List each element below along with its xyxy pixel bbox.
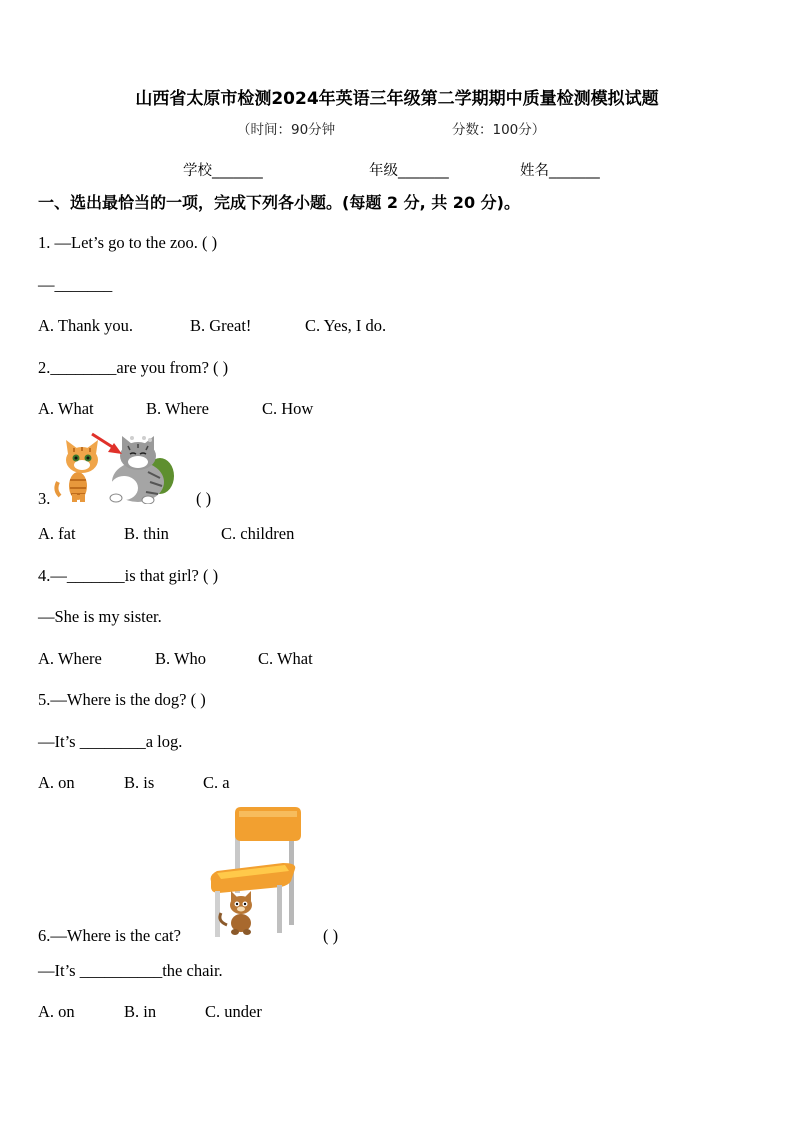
question-5-option-b: B. is bbox=[124, 773, 155, 792]
question-6-answer: —It’s __________the chair. bbox=[38, 961, 223, 980]
cat-under-chair-icon bbox=[220, 891, 252, 935]
section-heading: 一、选出最恰当的一项，完成下列各小题。(每题 2 分, 共 20 分)。 bbox=[38, 193, 520, 212]
question-2-option-b: B. Where bbox=[146, 399, 209, 418]
question-1-option-b: B. Great! bbox=[190, 316, 252, 335]
chair-illustration bbox=[205, 805, 305, 940]
question-6-option-b: B. in bbox=[124, 1002, 157, 1021]
question-1-answer-line: —_______ bbox=[38, 275, 113, 294]
question-5-stem: 5.—Where is the dog? ( ) bbox=[38, 690, 206, 709]
fat-cat-icon bbox=[110, 436, 164, 504]
question-5-option-c: C. a bbox=[203, 773, 230, 792]
exam-score: 分数：100分） bbox=[452, 122, 546, 138]
question-2-option-a: A. What bbox=[38, 399, 94, 418]
question-4-stem: 4.—_______is that girl? ( ) bbox=[38, 566, 219, 585]
question-6-option-c: C. under bbox=[205, 1002, 262, 1021]
question-4-answer: —She is my sister. bbox=[38, 607, 162, 626]
question-3-option-b: B. thin bbox=[124, 524, 169, 543]
question-3-option-c: C. children bbox=[221, 524, 295, 543]
question-3-bracket: ( ) bbox=[196, 489, 212, 508]
question-3-option-a: A. fat bbox=[38, 524, 76, 543]
question-1-option-a: A. Thank you. bbox=[38, 316, 134, 335]
question-1-option-c: C. Yes, I do. bbox=[305, 316, 387, 335]
question-1-stem: 1. —Let’s go to the zoo. ( ) bbox=[38, 233, 218, 252]
question-3-number: 3. bbox=[38, 489, 51, 508]
school-field: 学校_______ bbox=[183, 163, 263, 179]
question-2-stem: 2.________are you from? ( ) bbox=[38, 358, 229, 377]
question-5-answer: —It’s ________a log. bbox=[38, 732, 183, 751]
page-title: 山西省太原市检测2024年英语三年级第二学期期中质量检测模拟试题 bbox=[135, 89, 659, 109]
question-2-option-c: C. How bbox=[262, 399, 314, 418]
question-6-bracket: ( ) bbox=[323, 926, 339, 945]
exam-time: （时间：90分钟 bbox=[237, 122, 336, 138]
grade-field: 年级_______ bbox=[369, 163, 449, 179]
chair-icon bbox=[211, 807, 301, 937]
question-6-option-a: A. on bbox=[38, 1002, 75, 1021]
question-5-option-a: A. on bbox=[38, 773, 75, 792]
question-6-stem: 6.—Where is the cat? bbox=[38, 926, 181, 945]
thin-cat-icon bbox=[56, 440, 98, 502]
cats-illustration bbox=[52, 432, 180, 504]
question-4-option-b: B. Who bbox=[155, 649, 207, 668]
question-4-option-c: C. What bbox=[258, 649, 313, 668]
question-4-option-a: A. Where bbox=[38, 649, 102, 668]
name-field: 姓名_______ bbox=[520, 163, 600, 179]
